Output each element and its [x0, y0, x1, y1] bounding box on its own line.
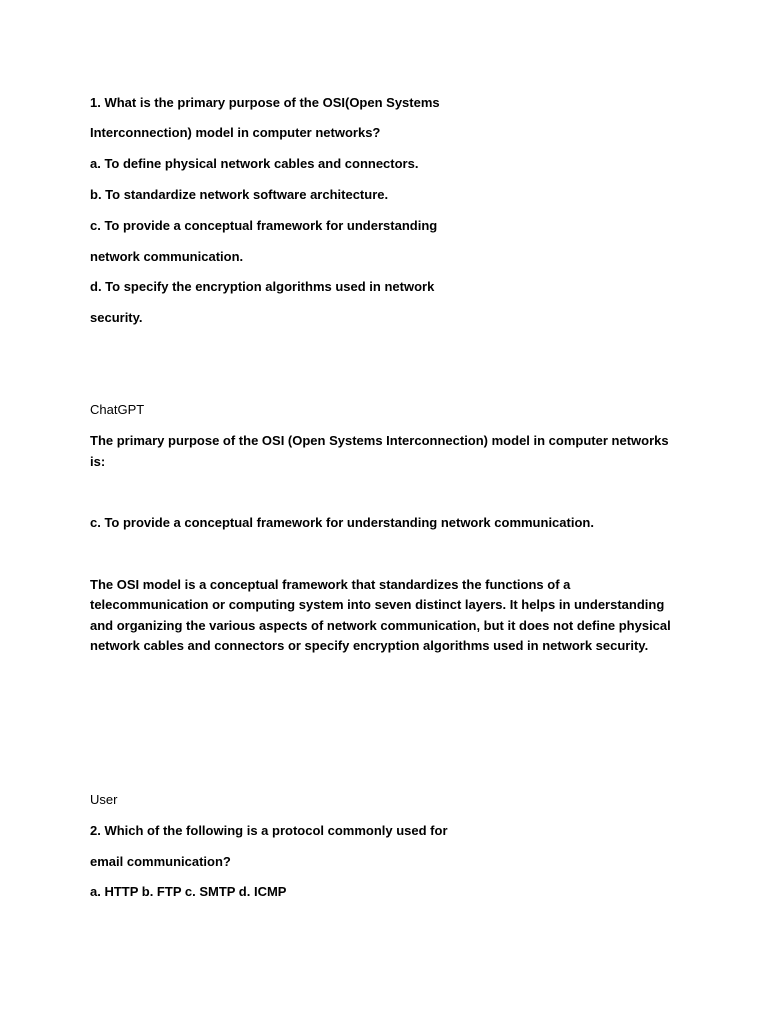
answer1-explanation-line1: The OSI model is a conceptual framework that standardizes the functions of a: [90, 577, 571, 592]
speaker-user: User: [90, 792, 118, 807]
question2-options: a. HTTP b. FTP c. SMTP d. ICMP: [90, 884, 287, 899]
answer1-intro-line1: The primary purpose of the OSI (Open Systems Interconnection) model in computer networks: [90, 433, 669, 448]
question2-line2: email communication?: [90, 854, 231, 869]
question1-option-d-line2: security.: [90, 310, 143, 325]
answer1-answer: c. To provide a conceptual framework for understanding network communication.: [90, 515, 594, 530]
question2-line1: 2. Which of the following is a protocol commonly used for: [90, 823, 448, 838]
question1-option-c-line2: network communication.: [90, 249, 244, 264]
speaker-chatgpt: ChatGPT: [90, 402, 145, 417]
answer1-intro-line2: is:: [90, 454, 106, 469]
question1-option-b: b. To standardize network software architecture.: [90, 187, 389, 202]
question1-line1: 1. What is the primary purpose of the OSI(Open Systems: [90, 95, 440, 110]
question1-line2: Interconnection) model in computer networks?: [90, 125, 381, 140]
question1-option-d-line1: d. To specify the encryption algorithms used in network: [90, 279, 435, 294]
answer1-explanation-line4: network cables and connectors or specify encryption algorithms used in network security.: [90, 638, 649, 653]
answer1-explanation-line3: and organizing the various aspects of network communication, but it does not define physical: [90, 618, 671, 633]
question1-option-a: a. To define physical network cables and connectors.: [90, 156, 419, 171]
question1-option-c-line1: c. To provide a conceptual framework for understanding: [90, 218, 438, 233]
answer1-explanation-line2: telecommunication or computing system into seven distinct layers. It helps in understanding: [90, 597, 665, 612]
